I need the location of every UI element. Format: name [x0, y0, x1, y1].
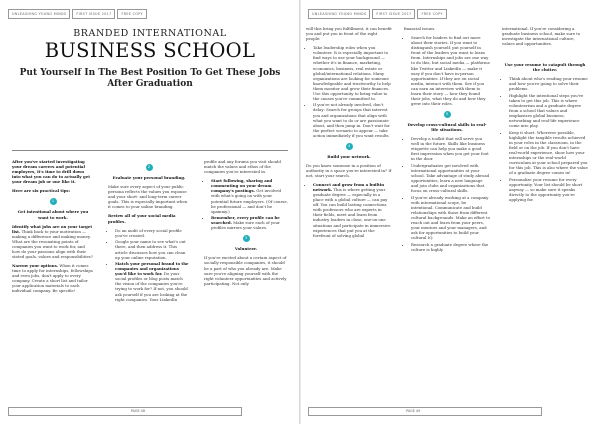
title-divider	[12, 150, 288, 151]
list-item	[211, 178, 288, 213]
header-issue: FIRST ISSUE 2017	[372, 9, 415, 19]
tip-2-list	[108, 228, 190, 302]
header-price: FREE COPY	[117, 9, 146, 19]
tips-lead: Here are six practical tips:	[12, 188, 71, 194]
list-item: • Think about who's reading your resume and how you're going to solve their problems.	[509, 76, 588, 91]
tip-3-text: If you're excited about a certain aspect of socially responsible companies, it should be a part of who you already are. Make sure you're aligning yourself with the right volunteer opportunities and actively participating. Not only	[204, 255, 287, 286]
tip-3-list	[306, 45, 392, 137]
tip-6-list	[502, 76, 588, 202]
tip-3-continued: will this bring you fulfillment, it can benefit you and put you in front of the right people:	[306, 26, 392, 42]
tip-2-heading: Evaluate your personal branding.	[112, 175, 186, 180]
page-number: PAGE 49	[406, 409, 421, 413]
list-item-text: This is where getting your graduate degree — especially in a place with a global culture — can pay off. You can build lasting connections with professors who are experts in their fields, meet and learn from industry leaders in close, one-on-one situations and participate in immersive experiences that put you at the forefront of solving global	[313, 187, 391, 238]
tip-number-badge: 2	[146, 164, 153, 171]
article-subtitle: Put Yourself In The Best Position To Get These Jobs After Graduation	[19, 68, 281, 89]
tip-4-list	[306, 182, 392, 238]
tip-2-text: Make sure every aspect of your public persona reflects the values you espouse and your short- and long-term career goals. This is especially important when it comes to your online branding.	[108, 184, 188, 210]
tip-5-heading: Develop cross-cultural skills in real-life situations.	[407, 121, 487, 132]
tip-number-badge: 1	[50, 198, 57, 205]
tip-4-heading: Build your network.	[327, 153, 371, 159]
header-magazine-name: UNLEASHING YOUNG MINDS	[308, 9, 370, 19]
list-item: • Keep it short. Wherever possible, highlight the tangible results achieved in your roles in the classroom, in the field or on the job. If you don't have real-world experience, show how your internships or the real-world curriculum at your school prepared you for this job. This is also where the value of a graduate degree comes in!	[509, 130, 588, 175]
list-item-text: Make sure each of your profiles mirrors your values.	[211, 220, 280, 231]
list-item	[115, 261, 190, 301]
list-item-lead: Start following, sharing and commenting on your dream company's postings.	[211, 178, 273, 194]
left-footer	[8, 407, 242, 416]
tip-5-continued: international. If you're considering a graduate business school, make sure to investigate the international culture, values and opportunities.	[502, 26, 581, 47]
article-kicker: BRANDED INTERNATIONAL	[73, 28, 227, 39]
tip-2-lead: Review all of your social media profiles.	[108, 213, 176, 224]
intro-text: After you've started investigating your dream careers and potential employers, it's time to drill down into what you can do to actually get your dream job or one like it.	[12, 159, 91, 185]
tip-1b-lead: Narrow your options.	[12, 263, 59, 269]
list-item: • If you're already working at a company with international scope, be intentional. Communicate and build relationships with those from different cultural backgrounds. Make an effort to reach out and learn from your peers, your mentors and your managers, and ask for opportunities to build your cultural IQ.	[411, 195, 490, 240]
header-price: FREE COPY	[417, 9, 446, 19]
right-header	[308, 9, 447, 17]
list-item: • Develop a toolkit that will serve you well in the future. Skills like business etiquette can help you make a good first impression when you get your foot in the door.	[411, 136, 490, 161]
list-item: • Take leadership roles when you volunteer. It is especially important to find ways to use your background — whether it's in finance, marketing, economics, business, real estate or global/international relations. Many organizations are looking for someone knowledgeable and trustworthy to help them monitor and grow their finances. Use this opportunity to bring value to the causes you're committed to.	[313, 45, 392, 101]
header-issue: FIRST ISSUE 2017	[72, 9, 115, 19]
tip-4-list-continued	[404, 35, 490, 106]
column-3	[204, 159, 288, 290]
tip-2-continued: profile and any forums you visit should match the values and ethos of the companies you're interested in.	[204, 159, 281, 175]
tip-4-continued: financial issues.	[404, 26, 436, 31]
column-4	[306, 26, 392, 242]
header-magazine-name: UNLEASHING YOUNG MINDS	[8, 9, 70, 19]
tip-5-list	[404, 136, 490, 252]
list-item-text: Do your social profiles or blog posts match the vision of the companies you're trying to work for? If not, you should ask yourself if you are looking at the right companies. Your LinkedIn	[115, 271, 188, 302]
tip-1-text: Think back to your motivation — making a difference and making money. What are the resonating points of companies you want to work for, and how do your passions align with their stated goals, values and responsibilities?	[12, 228, 93, 259]
tip-number-badge: 3	[243, 235, 250, 242]
list-item-text: Get involved with what's going on with your potential future employers. (Of course, be professional — and don't be spammy.)	[211, 188, 288, 214]
tip-1-lead: Identify what jobs are on your target list.	[12, 223, 93, 234]
tip-number-badge: 4	[346, 143, 353, 150]
tip-4-text: Do you know someone in a position of authority in a space you're interested in? If not, start your search.	[306, 162, 392, 178]
column-6	[502, 26, 588, 206]
list-item	[211, 215, 288, 230]
right-footer	[308, 407, 542, 416]
list-item: • If you're not already involved, don't delay: Search for groups that interest you and organizations that align with what you want to do or are passionate about, and then jump in. Don't wait for the perfect scenario to appear — take action immediately if you want results.	[313, 102, 392, 137]
column-2	[108, 159, 190, 306]
tip-3-heading: Volunteer.	[234, 246, 258, 252]
tip-1b-text: When it comes time to apply for internships, fellowships and even jobs, don't apply to every company. Create a short list and tailor your application materials to each individual company. Be specific!	[12, 263, 93, 294]
tip-2-list-continued	[204, 178, 288, 230]
right-page	[300, 0, 600, 424]
tip-6-heading: Use your resume to catapult through the clutter.	[504, 62, 586, 73]
tip-1-heading: Get intentional about where you want to work.	[17, 209, 89, 220]
list-item: • Do an audit of every social profile you've created.	[115, 228, 190, 238]
list-item: • Research a graduate degree where the culture is highly	[411, 242, 490, 252]
page-number: PAGE 48	[130, 409, 145, 413]
list-item-lead: Remember, every profile can be searched.	[211, 215, 280, 226]
tip-number-badge: 5	[444, 111, 451, 118]
list-item: • Undergraduates get involved with international opportunities at your school. Take advantage of study abroad opportunities, learn a new language and join clubs and organizations that focus on cross-cultural skills.	[411, 163, 490, 193]
list-item	[313, 182, 392, 238]
column-5	[404, 26, 490, 256]
list-item-lead: Match your personal brand to the companies and organizations you'd like to work for.	[115, 261, 189, 277]
spine-gutter	[299, 0, 301, 424]
list-item: • Google your name to see what's out there, and then address it. This article discusses how you can clean up your online reputation.	[115, 239, 190, 259]
list-item: • Search for leaders to find out more about their stories. If you want to distinguish yourself, put yourself in front of the leaders you want to learn from. Internships and jobs are one way to do this, but social media — platforms like Twitter and LinkedIn — make it easy if you don't have in-person opportunities. If they are on social media, interact with them. See if you can earn an interview with them to learn their story — how they found their jobs, what they do and how they grew into their roles.	[411, 35, 490, 106]
list-item: • Personalize your resume for every opportunity. Your list should be short anyway — so make sure it speaks directly to the opportunity you're applying for.	[509, 177, 588, 202]
article-title: BUSINESS SCHOOL	[44, 39, 256, 62]
list-item-lead: Connect and grow from a builtin network.	[313, 182, 385, 193]
left-header	[8, 9, 147, 17]
column-1	[12, 159, 94, 298]
article-title-block	[12, 28, 288, 90]
list-item: • Highlight the intentional steps you've taken to get this job. This is where volunteerism and a graduate degree from a school that values and emphasizes global business, networking and real-life experience come into play.	[509, 93, 588, 128]
